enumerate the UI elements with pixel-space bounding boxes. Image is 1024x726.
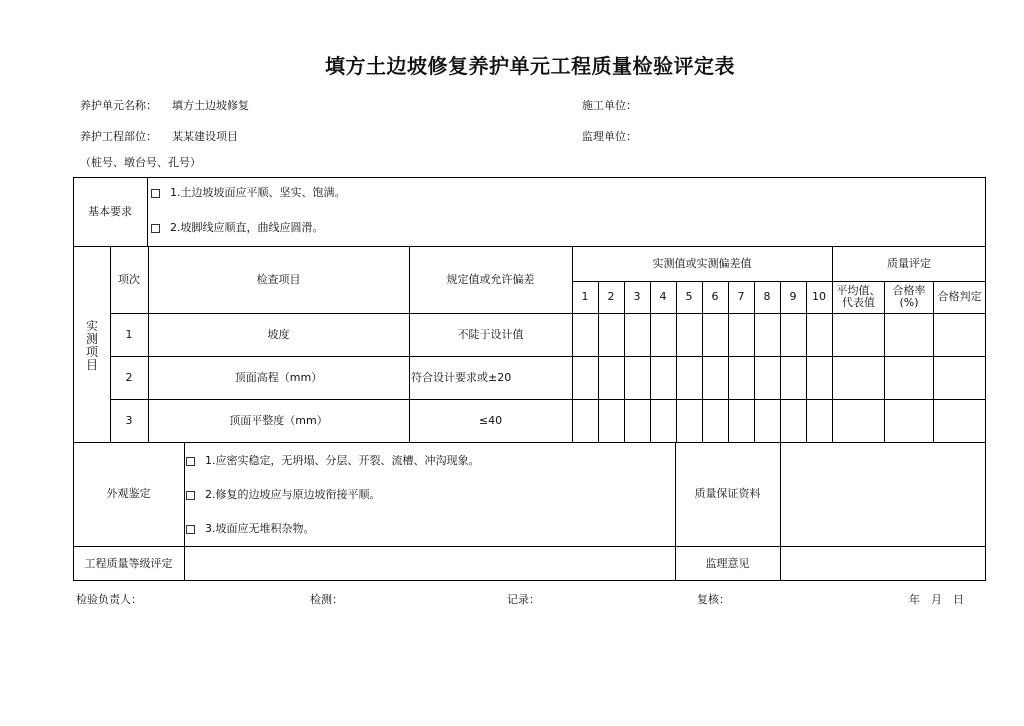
side-label-char: 实	[85, 319, 98, 333]
basic-requirement-text: 1.土边坡坡面应平顺、坚实、饱满。	[170, 186, 346, 199]
header-quality: 质量评定	[887, 256, 931, 270]
checkbox[interactable]	[151, 224, 160, 233]
divider	[73, 442, 986, 443]
appearance-item	[186, 522, 315, 536]
divider	[184, 442, 185, 581]
row-no: 3	[125, 413, 133, 427]
row-check-item: 顶面高程（mm）	[234, 370, 323, 384]
appearance-item	[186, 488, 381, 502]
footer-record: 记录：	[507, 593, 540, 606]
row-check-item: 坡度	[267, 327, 290, 341]
appearance-label: 外观鉴定	[106, 487, 151, 500]
header-measured: 实测值或实测偏差值	[652, 256, 752, 270]
quality-docs-label: 质量保证资料	[694, 487, 761, 500]
side-label-char: 目	[85, 358, 98, 372]
checkbox[interactable]	[186, 525, 195, 534]
basic-requirements-label: 基本要求	[88, 204, 132, 218]
header-judgement: 合格判定	[937, 290, 982, 303]
location-note: （桩号、墩台号、孔号）	[80, 156, 201, 169]
unit-name-label: 养护单元名称：	[80, 99, 157, 112]
row-spec: 不陡于设计值	[457, 327, 524, 341]
footer-review: 复核：	[697, 593, 730, 606]
appearance-text: 1.应密实稳定，无坍塌、分层、开裂、流槽、冲沟现象。	[205, 454, 480, 467]
appearance-text: 2.修复的边坡应与原边坡衔接平顺。	[205, 488, 381, 501]
measured-items-side-label	[85, 320, 99, 372]
side-label-char: 测	[85, 332, 98, 346]
row-check-item: 顶面平整度（mm）	[229, 413, 328, 427]
divider	[780, 442, 781, 581]
header-item-no: 项次	[118, 273, 140, 286]
footer-test: 检测：	[310, 593, 343, 606]
measure-col-header: 2	[607, 290, 615, 303]
supervision-opinion-label: 监理意见	[705, 556, 750, 570]
construction-unit-label: 施工单位：	[582, 99, 637, 112]
measure-col-header: 5	[685, 290, 693, 303]
divider	[73, 546, 986, 547]
row-spec: ≤40	[478, 413, 503, 427]
project-part-value: 某某建设项目	[172, 130, 238, 143]
measure-col-header: 8	[763, 290, 771, 303]
row-spec: 符合设计要求或±20	[411, 370, 512, 384]
checkbox[interactable]	[186, 457, 195, 466]
header-average: 平均值、代表值	[836, 284, 881, 309]
footer-date: 年 月 日	[909, 593, 964, 606]
unit-name-value: 填方土边坡修复	[172, 99, 249, 112]
measure-col-header: 3	[633, 290, 641, 303]
supervision-unit-label: 监理单位：	[582, 130, 637, 143]
basic-requirement-item	[151, 221, 324, 235]
appearance-item	[186, 454, 480, 468]
basic-requirement-item	[151, 186, 346, 200]
row-no: 2	[125, 370, 133, 384]
divider	[884, 281, 885, 442]
measure-col-header: 9	[789, 290, 797, 303]
page-title: 填方土边坡修复养护单元工程质量检验评定表	[325, 54, 735, 78]
measure-col-header: 1	[581, 290, 589, 303]
checkbox[interactable]	[186, 491, 195, 500]
header-spec: 规定值或允许偏差	[446, 273, 535, 286]
side-label-char: 项	[85, 345, 98, 359]
row-no: 1	[125, 327, 133, 341]
project-part-label: 养护工程部位：	[80, 130, 157, 143]
divider	[147, 177, 148, 246]
header-pass-rate: 合格率(%)	[892, 284, 926, 309]
grade-label: 工程质量等级评定	[84, 556, 173, 570]
basic-requirement-text: 2.坡脚线应顺直，曲线应圆滑。	[170, 221, 324, 234]
footer-inspector: 检验负责人：	[76, 593, 142, 606]
appearance-text: 3.坡面应无堆积杂物。	[205, 522, 315, 535]
measure-col-header: 7	[737, 290, 745, 303]
header-check-item: 检查项目	[256, 273, 301, 286]
measure-col-header: 4	[659, 290, 667, 303]
measure-col-header: 10	[812, 290, 826, 303]
checkbox[interactable]	[151, 189, 160, 198]
measure-col-header: 6	[711, 290, 719, 303]
